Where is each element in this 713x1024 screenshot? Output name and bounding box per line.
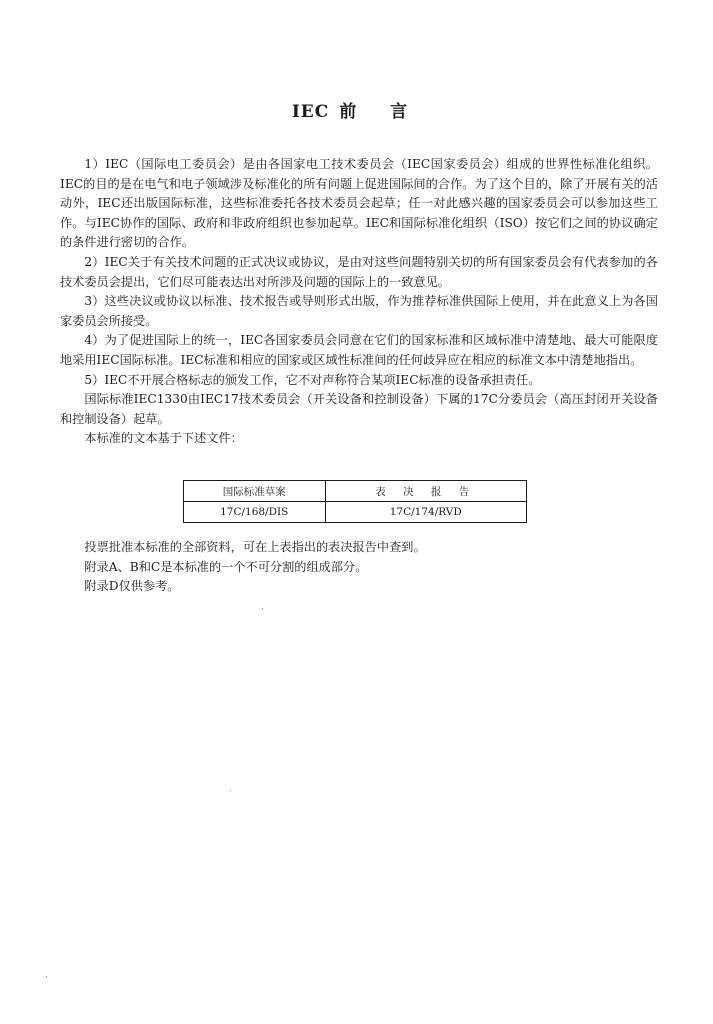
documents-table-wrap [183, 480, 527, 523]
table-row [184, 502, 527, 523]
table-header-row [184, 481, 527, 502]
scan-speck [230, 790, 231, 791]
note-annex-abc: 附录A、B和C是本标准的一个不可分割的组成部分。 [84, 559, 368, 574]
note-voting: 投票批准本标准的全部资料，可在上表指出的表决报告中查到。 [84, 540, 426, 554]
paragraph-7: 本标准的文本基于下述文件： [84, 431, 243, 446]
table-header-vote-report: 表 决 报 告 [325, 481, 526, 502]
documents-table [183, 480, 527, 523]
scan-speck [46, 976, 47, 977]
title-prefix: IEC [291, 102, 330, 122]
after-table-notes [60, 538, 658, 597]
note-annex-d: 附录D仅供参考。 [84, 579, 180, 594]
page-title [0, 97, 713, 122]
scan-speck [262, 608, 263, 609]
table-header-draft: 国际标准草案 [184, 481, 326, 502]
paragraph-6: 国际标准IEC1330由IEC17技术委员会（开关设备和控制设备）下属的17C分委员会（高压封闭开关设备和控制设备）起草。 [60, 392, 658, 426]
foreword-body [60, 155, 658, 449]
title-main: 前 言 [339, 102, 422, 122]
paragraph-5: 5）IEC不开展合格标志的颁发工作，它不对声称符合某项IEC标准的设备承担责任。 [84, 372, 541, 387]
paragraph-4: 4）为了促进国际上的统一，IEC各国家委员会同意在它们的国家标准和区域标准中清楚地、最大可能限度地采用IEC国际标准。IEC标准和相应的国家或区域性标准间的任何歧异应在相应的标准文本中清楚地指出。 [60, 333, 658, 367]
paragraph-3: 3）这些决议或协议以标准、技术报告或导则形式出版，作为推荐标准供国际上使用，并在此意义上为各国家委员会所接受。 [60, 294, 658, 328]
paragraph-1: 1）IEC（国际电工委员会）是由各国家电工技术委员会（IEC国家委员会）组成的世界性标准化组织。IEC的目的是在电气和电子领域涉及标准化的所有问题上促进国际间的合作。为了这个目的，除了开展有关的活动外，IEC还出版国际标准，这些标准委托各技术委员会起草；任一对此感兴趣的国家委员会可以参加这些工作。与IEC协作的国际、政府和非政府组织也参加起草。IEC和国际标准化组织（ISO）按它们之间的协议确定的条件进行密切的合作。 [60, 157, 658, 250]
table-cell-draft: 17C/168/DIS [184, 502, 326, 523]
table-cell-vote-report: 17C/174/RVD [325, 502, 526, 523]
paragraph-2: 2）IEC关于有关技术问题的正式决议或协议，是由对这些问题特别关切的所有国家委员会有代表参加的各技术委员会提出，它们尽可能表达出对所涉及问题的国际上的一致意见。 [60, 254, 658, 289]
